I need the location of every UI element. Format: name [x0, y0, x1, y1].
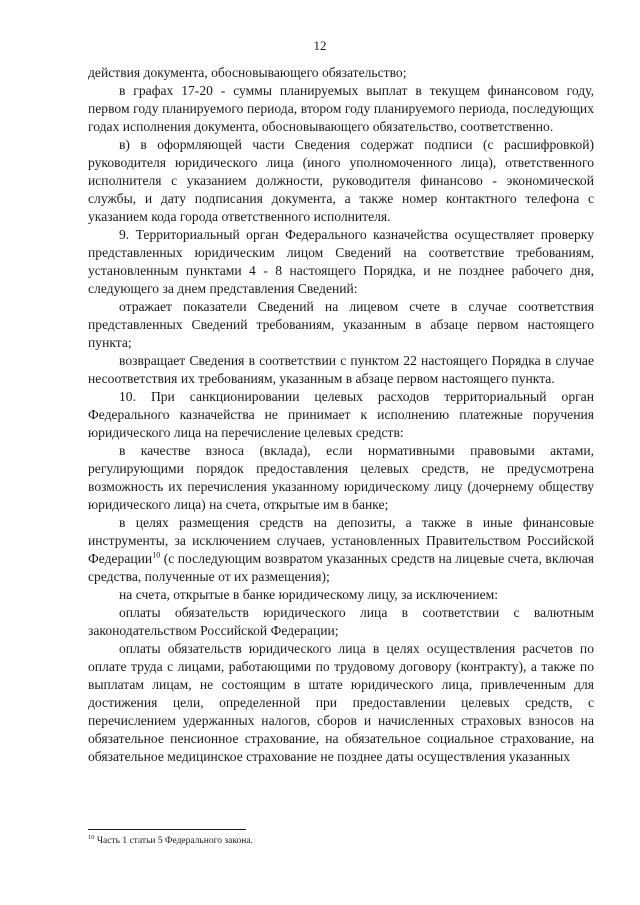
paragraph-bank-accounts: на счета, открытые в банке юридическому лицу, за исключением: [119, 587, 499, 602]
paragraph-signatures: в) в оформляющей части Сведения содержат подписи (с расшифровкой) руководителя юридического лица (иного уполномоченного лица), ответственного исполнителя с указанием должности, руководителя финансово - экономической службы, и дату подписания документа, а также номер контактного телефона с указанием кода города ответственного исполнителя. [88, 137, 594, 224]
footnote-divider [88, 829, 246, 830]
paragraph-contribution: в качестве взноса (вклада), если нормативными правовыми актами, регулирующими порядок предоставления целевых средств, не предусмотрена возможность их перечисления указанному юридическому лицу (дочернему обществу юридического лица) на счета, открытые им в банке; [88, 443, 594, 512]
deposits-text-before: в целях размещения средств на депозиты, а также в иные финансовые инструменты, за исключением случаев, установленных Правительством Российской Федерации [88, 515, 594, 566]
paragraph-currency-obligations: оплаты обязательств юридического лица в соответствии с валютным законодательством Российской Федерации; [88, 605, 594, 638]
paragraph-continuation: действия документа, обосновывающего обязательство; [88, 65, 407, 80]
paragraph-returns: возвращает Сведения в соответствии с пунктом 22 настоящего Порядка в случае несоответствия их требованиям, указанным в абзаце первом настоящего пункта. [88, 353, 594, 386]
page-number: 12 [313, 38, 327, 53]
footnote [88, 835, 594, 847]
body-text [88, 64, 594, 766]
footnote-text: Часть 1 статьи 5 Федерального закона. [94, 836, 253, 846]
paragraph-deposits [88, 514, 594, 586]
paragraph-graphs-17-20: в графах 17-20 - суммы планируемых выплат в текущем финансовом году, первом году планируемого периода, втором году планируемого периода, последующих годах исполнения документа, обосновывающего обязательство, соответственно. [88, 83, 594, 134]
footnote-number: 10 [88, 833, 95, 841]
paragraph-reflects: отражает показатели Сведений на лицевом счете в случае соответствия представленных Сведений требованиям, указанным в абзаце первом настоящего пункта; [88, 299, 594, 350]
paragraph-item-10: 10. При санкционировании целевых расходов территориальный орган Федерального казначейства не принимает к исполнению платежные поручения юридического лица на перечисление целевых средств: [88, 389, 594, 440]
deposits-text-after: (с последующим возвратом указанных средств на лицевые счета, включая средства, полученные от их размещения); [88, 551, 594, 584]
paragraph-item-9: 9. Территориальный орган Федерального казначейства осуществляет проверку представленных юридическим лицом Сведений на соответствие требованиям, установленным пунктами 4 - 8 настоящего Порядка, и не позднее рабочего дня, следующего за днем представления Сведений: [88, 227, 594, 296]
paragraph-payroll-obligations: оплаты обязательств юридического лица в целях осуществления расчетов по оплате труда с лицами, работающими по трудовому договору (контракту), а также по выплатам лицам, не состоящим в штате юридического лица, привлеченным для достижения цели, определенной при предоставлении целевых средств, с перечислением удержанных налогов, сборов и начисленных страховых взносов на обязательное пенсионное страхование, на обязательное социальное страхование, на обязательное медицинское страхование не позднее даты осуществления указанных [88, 641, 594, 764]
footnote-reference[interactable]: 10 [152, 550, 161, 560]
